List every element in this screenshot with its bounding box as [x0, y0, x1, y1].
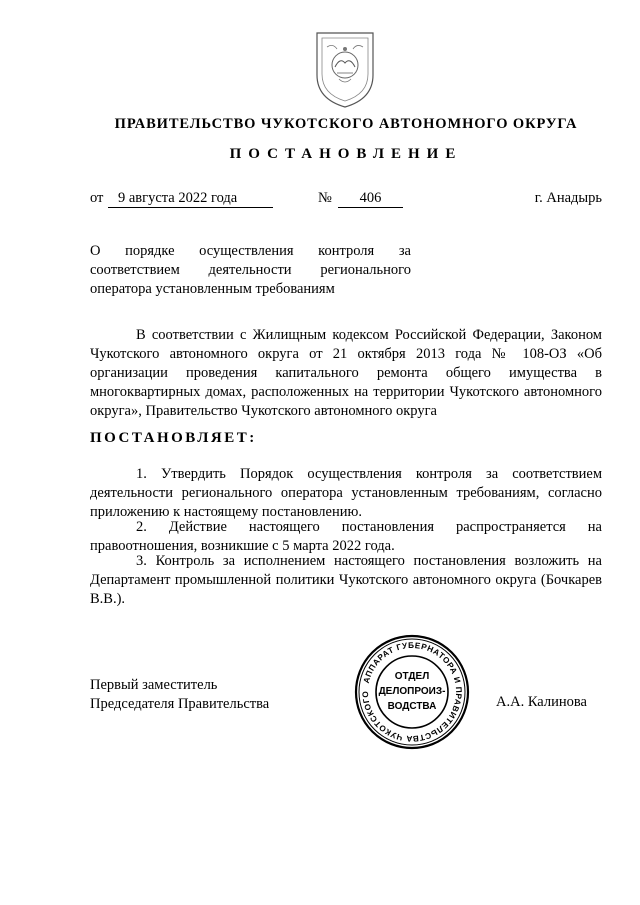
- stamp-center-line-3: ВОДСТВА: [387, 701, 437, 712]
- document-type-title: ПОСТАНОВЛЕНИЕ: [229, 146, 463, 162]
- decree-item-2: 2. Действие настоящего постановления распространяется на правоотношения, возникшие с 5 марта 2022 года.: [90, 519, 602, 554]
- document-city: г. Анадырь: [534, 190, 602, 206]
- document-number: 406: [338, 190, 403, 208]
- stamp-ring-text: АППАРАТ ГУБЕРНАТОРА И ПРАВИТЕЛЬСТВА ЧУКОТСКОГО: [360, 640, 464, 744]
- preamble-paragraph: В соответствии с Жилищным кодексом Российской Федерации, Законом Чукотского автономного округа от 21 октября 2013 года № 108-ОЗ «Об организации проведения капитального ремонта общего имущества в многоквартирных домах, расположенных на территории Чукотского автономного округа», Правительство Чукотского автономного округа: [90, 327, 602, 419]
- document-meta-line: [90, 190, 602, 210]
- stamp-center-line-1: ОТДЕЛ: [394, 671, 430, 682]
- number-sign: №: [318, 190, 332, 206]
- decree-heading: ПОСТАНОВЛЯЕТ:: [90, 430, 257, 446]
- date-prefix: от: [90, 190, 104, 206]
- decree-item-3: 3. Контроль за исполнением настоящего постановления возложить на Департамент промышленной политики Чукотского автономного округа (Бочкарев В.В.).: [90, 553, 602, 607]
- office-stamp: [352, 632, 472, 752]
- signatory-position-line-2: Председателя Правительства: [90, 696, 270, 712]
- document-date: 9 августа 2022 года: [108, 190, 273, 208]
- decree-item-1: 1. Утвердить Порядок осуществления контроля за соответствием деятельности регионального оператора установленным требованиям, согласно приложению к настоящему постановлению.: [90, 466, 602, 520]
- government-title: ПРАВИТЕЛЬСТВО ЧУКОТСКОГО АВТОНОМНОГО ОКРУГА: [114, 116, 578, 132]
- signatory-position-line-1: Первый заместитель: [90, 677, 218, 693]
- document-subject: О порядке осуществления контроля за соответствием деятельности регионального оператора установленным требованиям: [90, 243, 411, 297]
- stamp-center-line-2: ДЕЛОПРОИЗ-: [378, 686, 446, 697]
- signatory-name: А.А. Калинова: [496, 694, 587, 710]
- coat-of-arms-emblem: [313, 27, 377, 109]
- signatory-position: [90, 676, 269, 714]
